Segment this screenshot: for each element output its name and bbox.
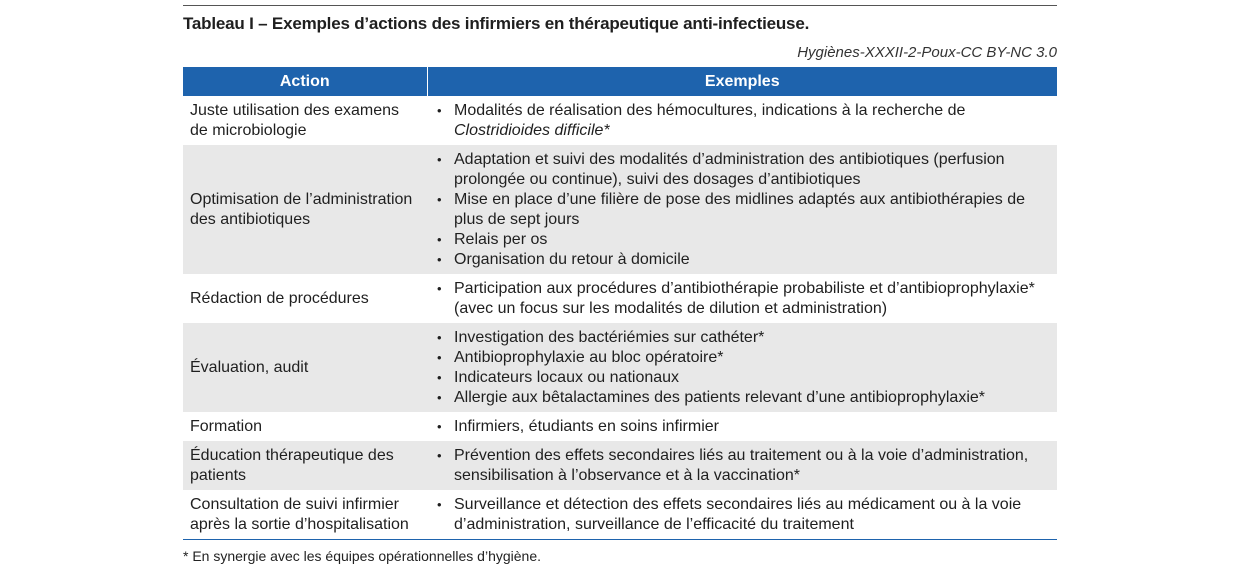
action-cell: Rédaction de procédures [183,274,427,323]
example-item: • Relais per os [434,230,1050,250]
examples-cell [427,274,1057,323]
credit-line: Hygiènes-XXXII-2-Poux-CC BY-NC 3.0 [797,44,1057,61]
table-row [183,490,1057,540]
examples-cell [427,441,1057,490]
table-row [183,96,1057,145]
examples-cell [427,323,1057,412]
example-item: • Antibioprophylaxie au bloc opératoire* [434,348,1050,368]
example-item: • Adaptation et suivi des modalités d’administration des antibiotiques (perfusion prolongée ou continue), suivi des dosages d’antibiotiques [434,150,1050,190]
action-cell: Éducation thérapeutique des patients [183,441,427,490]
example-item: • Modalités de réalisation des hémocultures, indications à la recherche de Clostridioides difficile* [434,101,1050,141]
example-item: • Indicateurs locaux ou nationaux [434,368,1050,388]
action-cell: Formation [183,412,427,441]
example-item: • Investigation des bactériémies sur cathéter* [434,328,1050,348]
table-row [183,145,1057,274]
examples-cell [427,412,1057,441]
examples-cell [427,145,1057,274]
table-row [183,274,1057,323]
table-row [183,323,1057,412]
table-row [183,441,1057,490]
action-cell: Optimisation de l’administration des antibiotiques [183,145,427,274]
action-cell: Juste utilisation des examens de microbiologie [183,96,427,145]
table-title: Tableau I – Exemples d’actions des infirmiers en thérapeutique anti-infectieuse. [183,14,810,33]
examples-cell [427,490,1057,540]
action-cell: Consultation de suivi infirmier après la sortie d’hospitalisation [183,490,427,540]
example-item: • Surveillance et détection des effets secondaires liés au médicament ou à la voie d’administration, surveillance de l’efficacité du traitement [434,495,1050,535]
example-item: • Infirmiers, étudiants en soins infirmier [434,417,1050,437]
table-row [183,412,1057,441]
header-examples: Exemples [427,67,1057,96]
example-item: • Mise en place d’une filière de pose des midlines adaptés aux antibiothérapies de plus de sept jours [434,190,1050,230]
actions-table [183,67,1057,540]
header-action: Action [183,67,427,96]
action-cell: Évaluation, audit [183,323,427,412]
example-item: • Organisation du retour à domicile [434,250,1050,270]
examples-cell [427,96,1057,145]
footnote: * En synergie avec les équipes opérationnelles d’hygiène. [183,548,542,564]
example-item: • Prévention des effets secondaires liés au traitement ou à la voie d’administration, sensibilisation à l’observance et à la vaccination* [434,446,1050,486]
table-header-row [183,67,1057,96]
example-item: • Participation aux procédures d’antibiothérapie probabiliste et d’antibioprophylaxie* (avec un focus sur les modalités de dilution et administration) [434,279,1050,319]
example-item: • Allergie aux bêtalactamines des patients relevant d’une antibioprophylaxie* [434,388,1050,408]
top-divider [183,5,1057,6]
